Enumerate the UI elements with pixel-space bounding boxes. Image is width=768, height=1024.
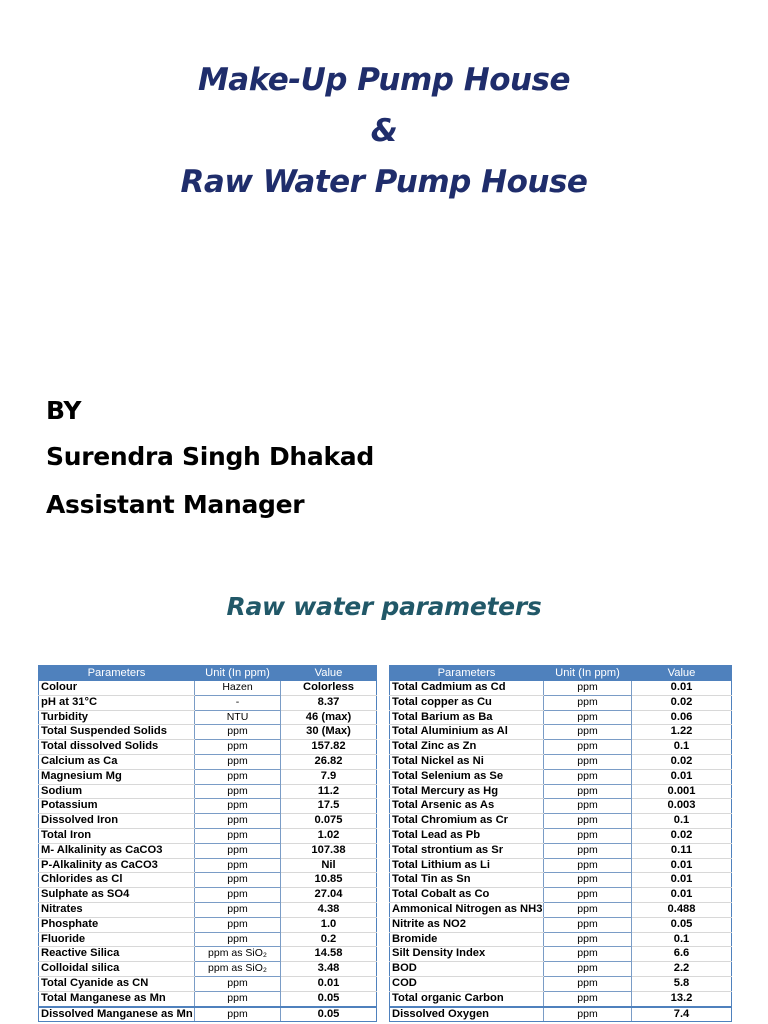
parameter-cell: Chlorides as Cl: [39, 873, 195, 888]
parameter-cell: Fluoride: [39, 932, 195, 947]
value-cell: 0.02: [632, 754, 732, 769]
parameter-cell: Total Iron: [39, 828, 195, 843]
table-row: [390, 858, 732, 873]
parameter-cell: Turbidity: [39, 710, 195, 725]
unit-cell: ppm: [195, 784, 281, 799]
parameter-cell: Bromide: [390, 932, 544, 947]
table-row: [39, 962, 377, 977]
parameter-cell: Nitrates: [39, 902, 195, 917]
unit-cell: ppm: [544, 932, 632, 947]
parameter-cell: Ammonical Nitrogen as NH3: [390, 902, 544, 917]
table-row: [39, 814, 377, 829]
value-cell: 6.6: [632, 947, 732, 962]
parameter-cell: Dissolved Manganese as Mn: [39, 1007, 195, 1022]
parameter-cell: M- Alkalinity as CaCO3: [39, 843, 195, 858]
unit-cell: ppm: [195, 725, 281, 740]
unit-cell: ppm: [544, 888, 632, 903]
parameter-cell: Total Arsenic as As: [390, 799, 544, 814]
parameter-cell: BOD: [390, 962, 544, 977]
table-row: [390, 991, 732, 1006]
parameter-cell: Total dissolved Solids: [39, 740, 195, 755]
header-parameters: Parameters: [390, 666, 544, 681]
unit-cell: ppm: [195, 917, 281, 932]
table-header-row: [390, 666, 732, 681]
parameter-cell: Total Suspended Solids: [39, 725, 195, 740]
value-cell: 0.01: [632, 888, 732, 903]
table-row: [390, 740, 732, 755]
unit-cell: ppm: [195, 754, 281, 769]
value-cell: 0.1: [632, 740, 732, 755]
header-value: Value: [632, 666, 732, 681]
table-row: [390, 917, 732, 932]
unit-cell: Hazen: [195, 681, 281, 696]
header-parameters: Parameters: [39, 666, 195, 681]
unit-cell: ppm: [544, 917, 632, 932]
table-row: [390, 799, 732, 814]
parameter-cell: Sodium: [39, 784, 195, 799]
value-cell: 0.06: [632, 710, 732, 725]
value-cell: 7.4: [632, 1007, 732, 1022]
table-row: [390, 814, 732, 829]
unit-cell: NTU: [195, 710, 281, 725]
parameter-cell: Colloidal silica: [39, 962, 195, 977]
value-cell: Nil: [281, 858, 377, 873]
unit-cell: ppm: [195, 799, 281, 814]
table-row: [390, 710, 732, 725]
value-cell: 11.2: [281, 784, 377, 799]
parameter-cell: Dissolved Oxygen: [390, 1007, 544, 1022]
value-cell: 107.38: [281, 843, 377, 858]
value-cell: 8.37: [281, 695, 377, 710]
table-row: [39, 947, 377, 962]
value-cell: 0.02: [632, 828, 732, 843]
header-value: Value: [281, 666, 377, 681]
unit-cell: ppm: [544, 1007, 632, 1022]
table-row: [39, 681, 377, 696]
table-row: [39, 902, 377, 917]
unit-cell: ppm: [195, 843, 281, 858]
table-row: [39, 976, 377, 991]
parameter-cell: Silt Density Index: [390, 947, 544, 962]
unit-cell: ppm: [544, 873, 632, 888]
unit-cell: ppm: [544, 695, 632, 710]
value-cell: 0.001: [632, 784, 732, 799]
unit-cell: ppm: [544, 991, 632, 1006]
parameter-cell: Total Cyanide as CN: [39, 976, 195, 991]
unit-cell: ppm: [544, 858, 632, 873]
unit-cell: ppm: [544, 976, 632, 991]
unit-cell: ppm: [195, 888, 281, 903]
value-cell: 0.01: [632, 681, 732, 696]
parameter-cell: Total Cobalt as Co: [390, 888, 544, 903]
value-cell: 14.58: [281, 947, 377, 962]
table-header-row: [39, 666, 377, 681]
table-row: [390, 932, 732, 947]
value-cell: 2.2: [632, 962, 732, 977]
author-by: BY: [46, 396, 82, 425]
value-cell: 13.2: [632, 991, 732, 1006]
table-row: [39, 828, 377, 843]
table-row: [39, 991, 377, 1006]
unit-cell: ppm: [195, 769, 281, 784]
unit-cell: ppm: [544, 740, 632, 755]
table-row: [390, 784, 732, 799]
table-row: [390, 725, 732, 740]
table-row: [390, 843, 732, 858]
value-cell: 0.01: [632, 873, 732, 888]
value-cell: 0.003: [632, 799, 732, 814]
table-row: [39, 740, 377, 755]
title-ampersand: &: [370, 113, 398, 149]
parameter-cell: Colour: [39, 681, 195, 696]
value-cell: 0.05: [632, 917, 732, 932]
unit-cell: ppm: [544, 681, 632, 696]
parameter-cell: Total Lithium as Li: [390, 858, 544, 873]
table-row: [39, 932, 377, 947]
parameter-cell: Total Tin as Sn: [390, 873, 544, 888]
unit-cell: ppm as SiO₂: [195, 962, 281, 977]
unit-cell: ppm: [544, 710, 632, 725]
value-cell: 27.04: [281, 888, 377, 903]
parameter-cell: Nitrite as NO2: [390, 917, 544, 932]
table-row: [39, 769, 377, 784]
unit-cell: ppm: [544, 947, 632, 962]
value-cell: 3.48: [281, 962, 377, 977]
value-cell: 0.2: [281, 932, 377, 947]
unit-cell: ppm: [544, 799, 632, 814]
unit-cell: ppm: [544, 814, 632, 829]
parameter-cell: Total Aluminium as Al: [390, 725, 544, 740]
unit-cell: ppm: [544, 902, 632, 917]
value-cell: 0.02: [632, 695, 732, 710]
value-cell: 17.5: [281, 799, 377, 814]
value-cell: 7.9: [281, 769, 377, 784]
value-cell: 0.01: [281, 976, 377, 991]
unit-cell: ppm: [195, 902, 281, 917]
parameter-cell: Total Cadmium as Cd: [390, 681, 544, 696]
parameter-cell: Dissolved Iron: [39, 814, 195, 829]
parameter-cell: P-Alkalinity as CaCO3: [39, 858, 195, 873]
author-designation: Assistant Manager: [46, 490, 305, 519]
parameter-cell: Total Selenium as Se: [390, 769, 544, 784]
table-row: [39, 1007, 377, 1022]
parameter-cell: Phosphate: [39, 917, 195, 932]
unit-cell: ppm: [195, 858, 281, 873]
title-line-3: Raw Water Pump House: [180, 164, 588, 200]
header-unit: Unit (In ppm): [195, 666, 281, 681]
parameter-cell: Total Chromium as Cr: [390, 814, 544, 829]
table-row: [39, 917, 377, 932]
value-cell: 157.82: [281, 740, 377, 755]
value-cell: 1.0: [281, 917, 377, 932]
table-row: [390, 962, 732, 977]
table-row: [39, 754, 377, 769]
parameter-cell: Total strontium as Sr: [390, 843, 544, 858]
value-cell: 0.1: [632, 932, 732, 947]
parameter-cell: Total Nickel as Ni: [390, 754, 544, 769]
table-row: [39, 710, 377, 725]
table-row: [390, 873, 732, 888]
unit-cell: ppm: [195, 932, 281, 947]
parameter-cell: Potassium: [39, 799, 195, 814]
value-cell: 1.22: [632, 725, 732, 740]
unit-cell: ppm: [195, 873, 281, 888]
unit-cell: ppm: [544, 754, 632, 769]
unit-cell: ppm: [195, 1007, 281, 1022]
table-row: [39, 725, 377, 740]
value-cell: 4.38: [281, 902, 377, 917]
unit-cell: ppm: [544, 725, 632, 740]
unit-cell: ppm: [544, 784, 632, 799]
table-row: [390, 754, 732, 769]
table-row: [39, 888, 377, 903]
table-row: [390, 976, 732, 991]
parameter-cell: COD: [390, 976, 544, 991]
parameter-cell: Total Manganese as Mn: [39, 991, 195, 1006]
author-name: Surendra Singh Dhakad: [46, 442, 374, 471]
parameter-cell: Sulphate as SO4: [39, 888, 195, 903]
value-cell: 1.02: [281, 828, 377, 843]
table-row: [390, 902, 732, 917]
table-row: [390, 695, 732, 710]
value-cell: 0.1: [632, 814, 732, 829]
table-row: [390, 828, 732, 843]
unit-cell: ppm: [195, 991, 281, 1006]
value-cell: 0.01: [632, 769, 732, 784]
unit-cell: -: [195, 695, 281, 710]
unit-cell: ppm: [544, 962, 632, 977]
table-row: [390, 769, 732, 784]
value-cell: 30 (Max): [281, 725, 377, 740]
table-row: [39, 843, 377, 858]
value-cell: 0.11: [632, 843, 732, 858]
value-cell: 46 (max): [281, 710, 377, 725]
value-cell: 0.01: [632, 858, 732, 873]
section-title: Raw water parameters: [226, 592, 542, 621]
unit-cell: ppm: [544, 828, 632, 843]
left-parameters-table: [38, 665, 377, 1022]
value-cell: Colorless: [281, 681, 377, 696]
table-row: [39, 873, 377, 888]
parameter-cell: Total copper as Cu: [390, 695, 544, 710]
value-cell: 0.05: [281, 991, 377, 1006]
parameter-cell: Total Zinc as Zn: [390, 740, 544, 755]
parameter-cell: Total Mercury as Hg: [390, 784, 544, 799]
parameter-cell: Reactive Silica: [39, 947, 195, 962]
unit-cell: ppm: [544, 843, 632, 858]
parameter-cell: Magnesium Mg: [39, 769, 195, 784]
parameter-cell: Total Barium as Ba: [390, 710, 544, 725]
unit-cell: ppm: [195, 976, 281, 991]
unit-cell: ppm as SiO₂: [195, 947, 281, 962]
table-row: [39, 858, 377, 873]
value-cell: 0.05: [281, 1007, 377, 1022]
value-cell: 26.82: [281, 754, 377, 769]
parameter-cell: Total Lead as Pb: [390, 828, 544, 843]
table-row: [39, 695, 377, 710]
value-cell: 0.488: [632, 902, 732, 917]
unit-cell: ppm: [195, 814, 281, 829]
table-row: [390, 947, 732, 962]
parameter-cell: pH at 31°C: [39, 695, 195, 710]
parameter-cell: Total organic Carbon: [390, 991, 544, 1006]
table-row: [390, 681, 732, 696]
parameter-cell: Calcium as Ca: [39, 754, 195, 769]
right-parameters-table: [389, 665, 732, 1022]
table-row: [39, 784, 377, 799]
unit-cell: ppm: [195, 828, 281, 843]
table-row: [390, 1007, 732, 1022]
unit-cell: ppm: [195, 740, 281, 755]
value-cell: 0.075: [281, 814, 377, 829]
table-row: [39, 799, 377, 814]
value-cell: 10.85: [281, 873, 377, 888]
value-cell: 5.8: [632, 976, 732, 991]
title-line-1: Make-Up Pump House: [197, 62, 571, 98]
table-row: [390, 888, 732, 903]
header-unit: Unit (In ppm): [544, 666, 632, 681]
unit-cell: ppm: [544, 769, 632, 784]
